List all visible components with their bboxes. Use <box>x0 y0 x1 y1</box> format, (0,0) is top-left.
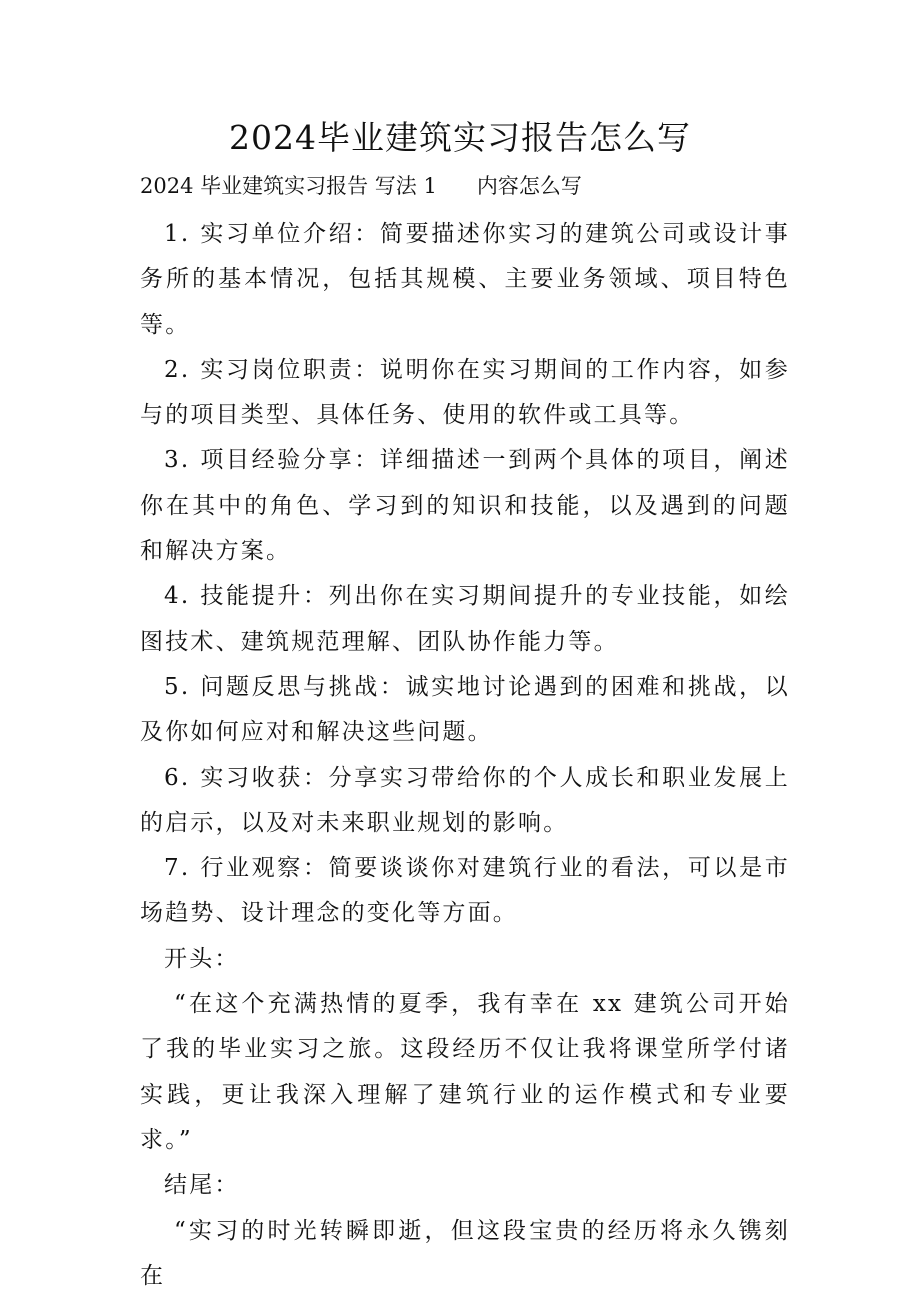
opening-text: “在这个充满热情的夏季，我有幸在 xx 建筑公司开始了我的毕业实习之旅。这段经历不仅让我将课堂所学付诸实践，更让我深入理解了建筑行业的运作模式和专业要求。” <box>140 991 790 1153</box>
list-item: 3. 项目经验分享：详细描述一到两个具体的项目，阐述你在其中的角色、学习到的知识和技能，以及遇到的问题和解决方案。 <box>140 447 790 565</box>
ending-text: “实习的时光转瞬即逝，但这段宝贵的经历将永久镌刻在 <box>140 1217 790 1289</box>
list-item: 5. 问题反思与挑战：诚实地讨论遇到的困难和挑战，以及你如何应对和解决这些问题。 <box>140 673 790 746</box>
list-item: 6. 实习收获：分享实习带给你的个人成长和职业发展上的启示，以及对未来职业规划的影响。 <box>140 764 790 836</box>
ending-label: 结尾： <box>164 1172 240 1199</box>
list-item: 1. 实习单位介绍：简要描述你实习的建筑公司或设计事务所的基本情况，包括其规模、主要业务领域、项目特色等。 <box>140 221 790 338</box>
list-item: 4. 技能提升：列出你在实习期间提升的专业技能，如绘图技术、建筑规范理解、团队协作能力等。 <box>140 583 790 655</box>
document-title: 2024毕业建筑实习报告怎么写 <box>229 118 691 157</box>
list-item: 7. 行业观察：简要谈谈你对建筑行业的看法，可以是市场趋势、设计理念的变化等方面。 <box>140 855 790 927</box>
opening-label: 开头： <box>164 945 240 972</box>
list-item: 2. 实习岗位职责：说明你在实习期间的工作内容，如参与的项目类型、具体任务、使用的软件或工具等。 <box>140 356 790 429</box>
document-subtitle: 2024 毕业建筑实习报告 写法 1 内容怎么写 <box>140 174 582 198</box>
document-body <box>140 212 790 1299</box>
